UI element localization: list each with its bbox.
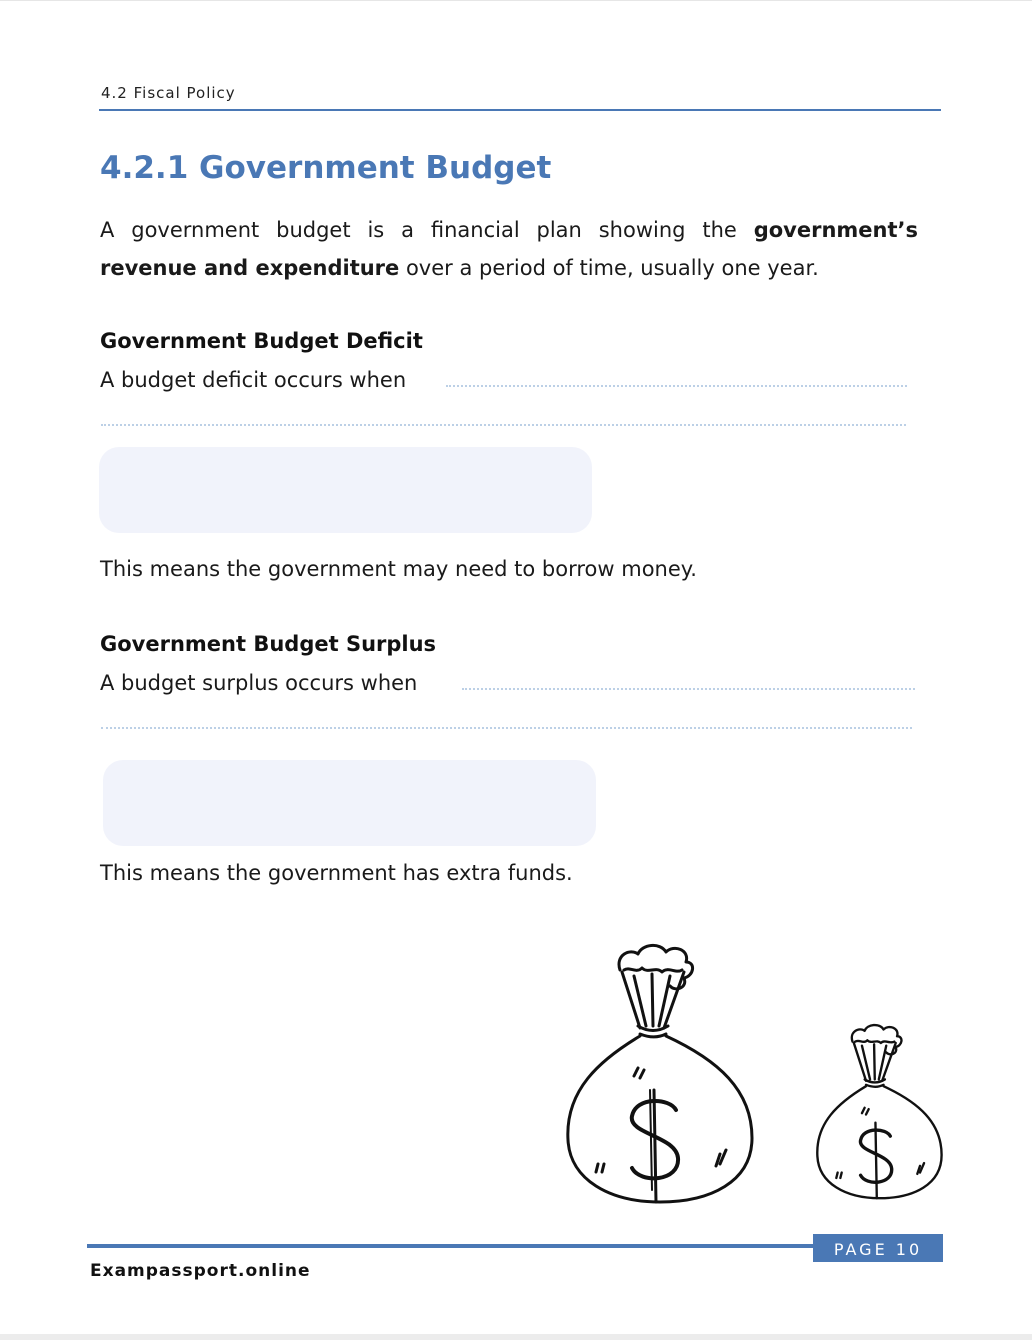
page-top-edge [0,0,1032,1]
running-header: 4.2 Fiscal Policy [101,84,236,102]
intro-text-1: A government budget is a financial plan showing the [100,218,754,242]
intro-paragraph [100,211,918,287]
deficit-answer-line-2[interactable] [101,424,906,426]
footer-site-name: Exampassport.online [90,1261,311,1281]
deficit-note: This means the government may need to borrow money. [100,557,697,581]
page-bottom-edge [0,1334,1032,1340]
deficit-answer-line-1[interactable] [446,385,907,387]
footer-rule [87,1244,813,1248]
money-bag-large-icon [560,940,760,1210]
surplus-note: This means the government has extra funds. [100,861,573,885]
money-bag-small-icon [812,1020,947,1205]
surplus-prompt: A budget surplus occurs when [100,671,418,695]
surplus-heading: Government Budget Surplus [100,632,437,656]
page-number-badge: PAGE 10 [813,1236,943,1262]
deficit-heading: Government Budget Deficit [100,329,423,353]
intro-bold-text: government’s revenue and expenditure [100,218,918,280]
header-rule [99,109,941,111]
section-title: 4.2.1 Government Budget [100,150,552,186]
surplus-answer-box[interactable] [103,760,596,846]
deficit-prompt: A budget deficit occurs when [100,368,407,392]
surplus-answer-line-1[interactable] [462,688,915,690]
intro-text-2: over a period of time, usually one year. [399,256,819,280]
deficit-answer-box[interactable] [99,447,592,533]
surplus-answer-line-2[interactable] [101,727,912,729]
